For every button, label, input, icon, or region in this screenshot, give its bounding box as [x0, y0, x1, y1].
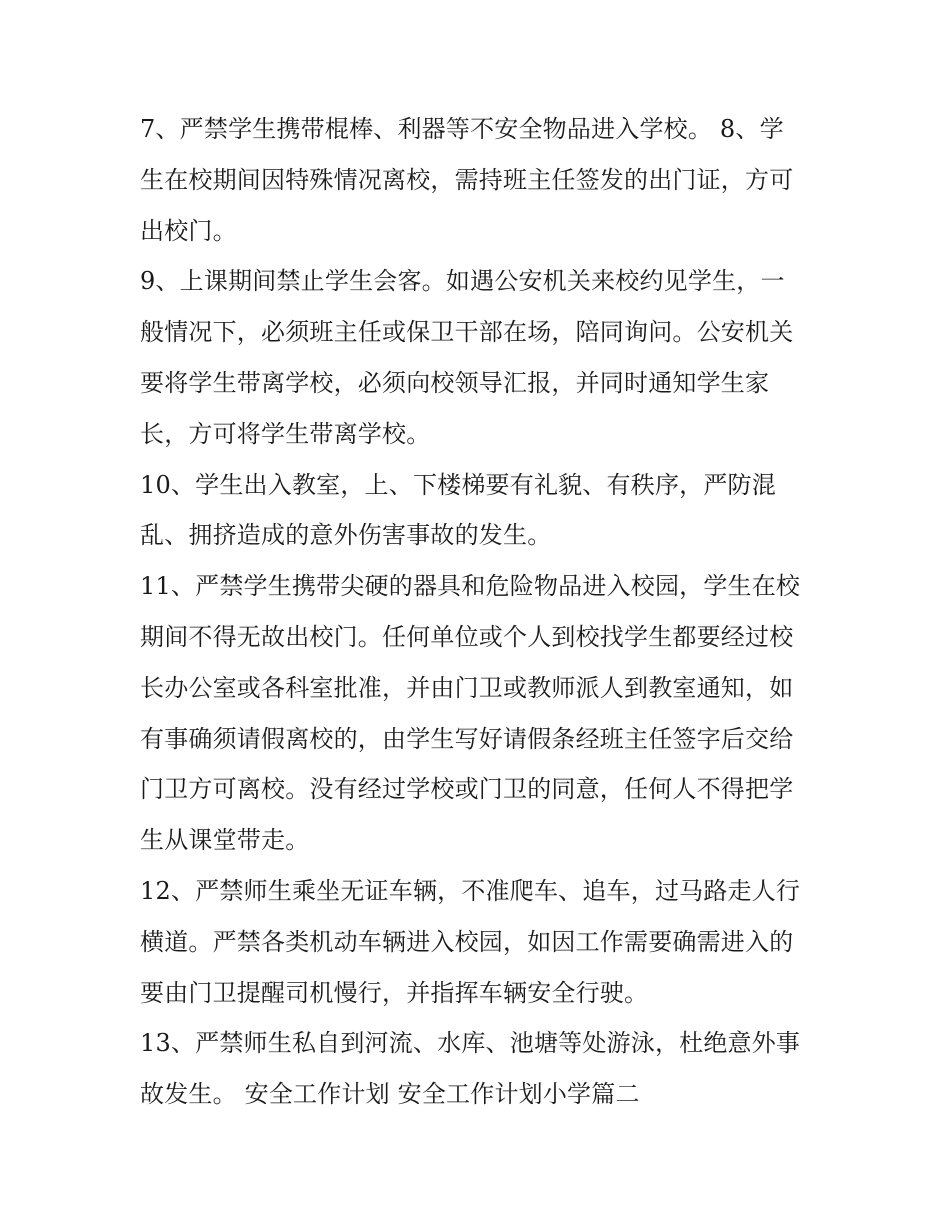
text-line-14: 门卫方可离校。没有经过学校或门卫的同意，任何人不得把学 [140, 775, 794, 804]
text-line-2: 生在校期间因特殊情况离校，需持班主任签发的出门证，方可 [140, 165, 794, 194]
text-line-1: 7、严禁学生携带棍棒、利器等不安全物品进入学校。 8、学 [140, 115, 784, 143]
text-line-5: 般情况下，必须班主任或保卫干部在场，陪同询问。公安机关 [140, 318, 794, 347]
text-line-19: 13、严禁师生私自到河流、水库、池塘等处游泳，杜绝意外事 [140, 1029, 801, 1058]
document-body [140, 104, 820, 1120]
text-line-9: 乱、拥挤造成的意外伤害事故的发生。 [140, 521, 552, 550]
text-line-18: 要由门卫提醒司机慢行，并指挥车辆安全行驶。 [140, 978, 649, 1007]
text-line-17: 横道。严禁各类机动车辆进入校园，如因工作需要确需进入的 [140, 927, 794, 956]
text-line-13: 有事确须请假离校的，由学生写好请假条经班主任签字后交给 [140, 724, 794, 753]
text-line-11: 期间不得无故出校门。任何单位或个人到校找学生都要经过校 [140, 622, 794, 651]
text-line-16: 12、严禁师生乘坐无证车辆，不准爬车、追车，过马路走人行 [140, 876, 801, 905]
text-line-7: 长，方可将学生带离学校。 [140, 419, 431, 448]
text-line-20: 故发生。 安全工作计划 安全工作计划小学篇二 [140, 1080, 640, 1109]
text-line-4: 9、上课期间禁止学生会客。如遇公安机关来校约见学生，一 [140, 267, 785, 296]
text-line-10: 11、严禁学生携带尖硬的器具和危险物品进入校园，学生在校 [140, 572, 801, 601]
text-line-6: 要将学生带离学校，必须向校领导汇报，并同时通知学生家 [140, 368, 770, 397]
text-line-8: 10、学生出入教室，上、下楼梯要有礼貌、有秩序，严防混 [140, 470, 776, 499]
text-line-3: 出校门。 [140, 216, 237, 245]
text-line-12: 长办公室或各科室批准，并由门卫或教师派人到教室通知，如 [140, 673, 794, 702]
text-line-15: 生从课堂带走。 [140, 826, 310, 855]
